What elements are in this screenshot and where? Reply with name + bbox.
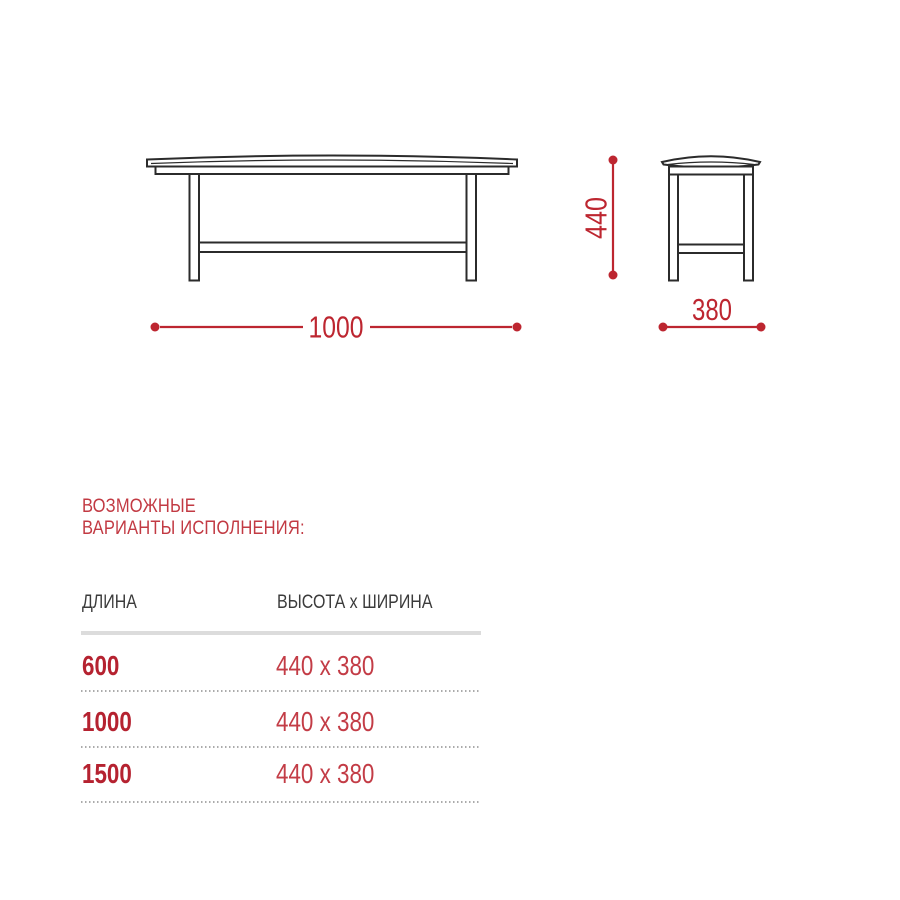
left-leg-side	[669, 175, 678, 281]
right-leg-side	[744, 175, 753, 281]
left-leg-front	[190, 174, 200, 281]
width-dimension-label: 380	[692, 292, 732, 327]
apron-front	[156, 167, 509, 175]
bench-side-view	[662, 156, 760, 280]
table-row-length: 1500	[82, 758, 132, 789]
row-separator	[81, 801, 481, 803]
table-row-length: 600	[82, 650, 120, 681]
right-leg-front	[467, 174, 477, 281]
variants-section-title	[82, 496, 305, 540]
technical-drawing	[0, 0, 900, 430]
column-header-height-width: ВЫСОТА x ШИРИНА	[277, 592, 433, 613]
table-row-length: 1000	[82, 706, 132, 737]
table-row-size: 440 x 380	[276, 758, 375, 789]
dimension-endpoint-dot	[151, 323, 160, 332]
seat-front	[147, 156, 517, 167]
row-separator	[81, 746, 481, 748]
length-dimension-label: 1000	[308, 309, 364, 345]
apron-side	[669, 167, 753, 175]
row-separator	[81, 690, 481, 692]
height-dimension-label: 440	[578, 187, 614, 239]
dimension-endpoint-dot	[513, 323, 522, 332]
length-dimension	[151, 310, 522, 345]
stretcher-front	[199, 243, 467, 253]
height-dimension	[579, 156, 618, 280]
table-row-size: 440 x 380	[276, 650, 375, 681]
table-header-divider	[81, 631, 481, 635]
stretcher-side	[678, 245, 744, 254]
bench-front-view	[147, 156, 517, 281]
width-dimension	[659, 292, 766, 332]
variants-title-line2: ВАРИАНТЫ ИСПОЛНЕНИЯ:	[82, 518, 305, 539]
column-header-length: ДЛИНА	[82, 592, 137, 613]
variants-title-line1: ВОЗМОЖНЫЕ	[82, 496, 197, 517]
table-row-size: 440 x 380	[276, 706, 375, 737]
